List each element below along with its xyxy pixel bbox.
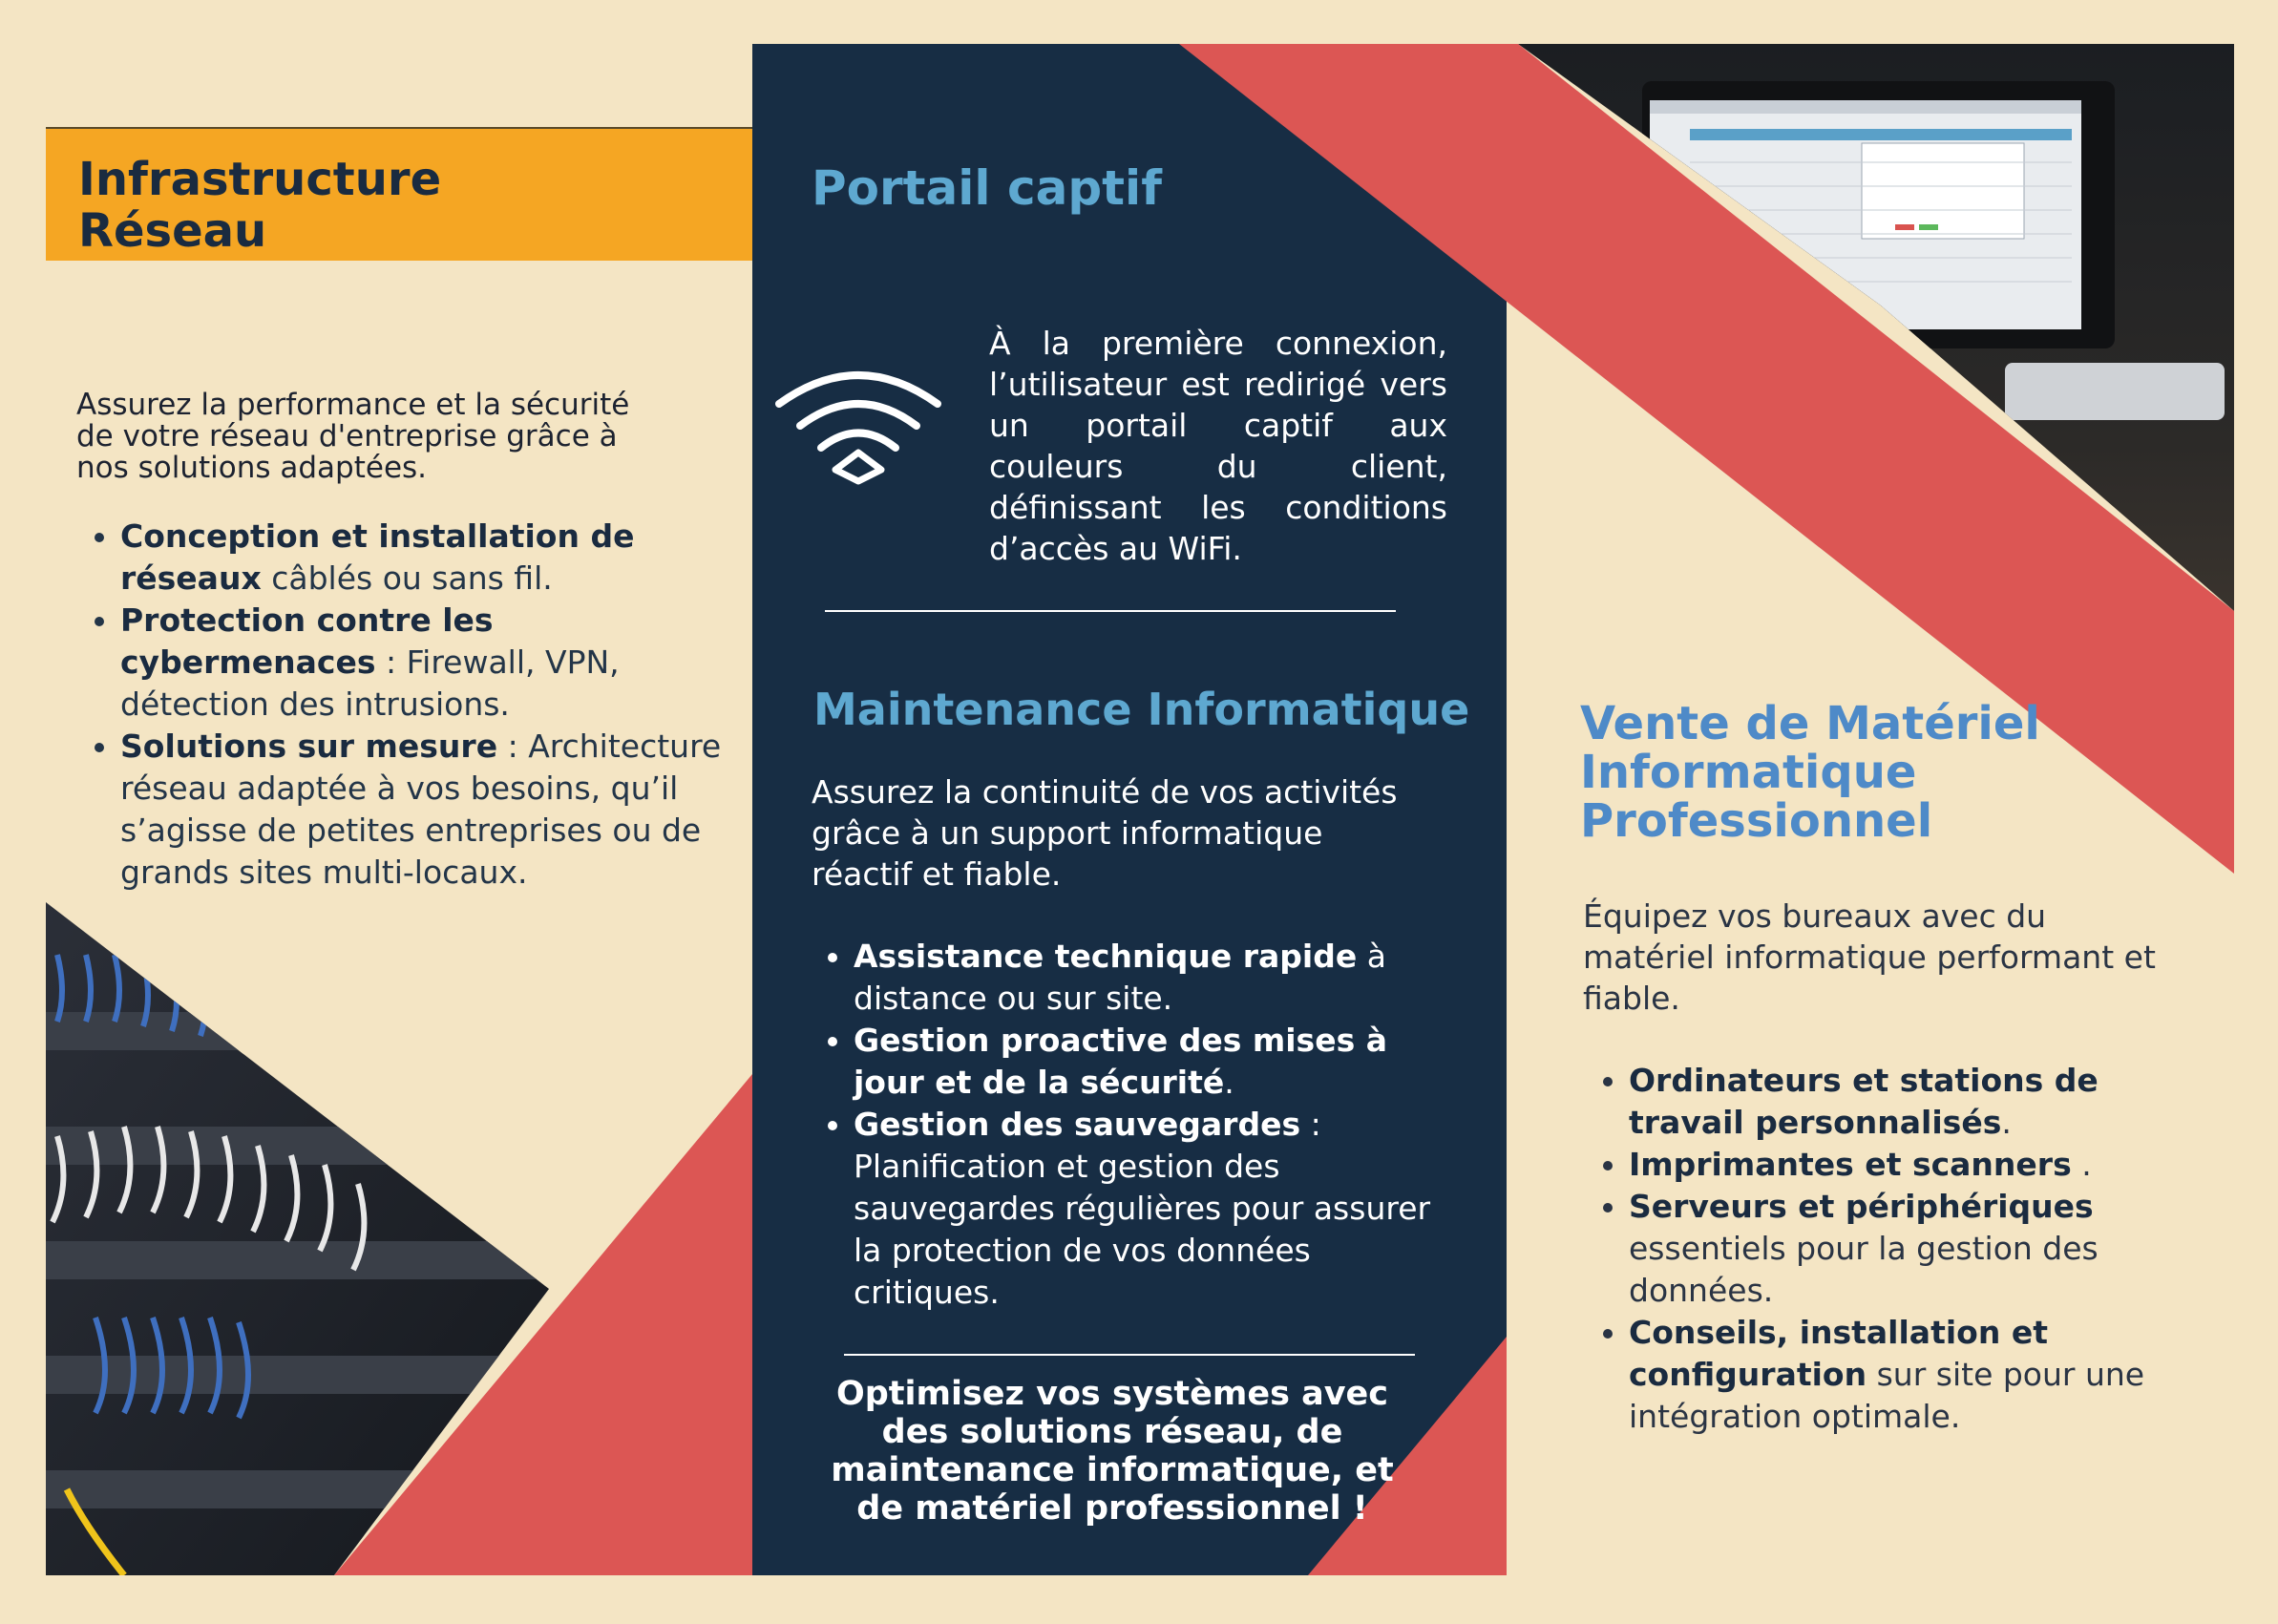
divider xyxy=(844,1354,1415,1356)
portal-title: Portail captif xyxy=(812,160,1162,216)
list-item: • Gestion proactive des mises à jour et de la sécurité. xyxy=(854,1020,1465,1104)
list-item: • Assistance technique rapide à distance ou sur site. xyxy=(854,936,1465,1020)
sales-title: Vente de Matériel Informatique Professionnel xyxy=(1580,697,2040,848)
infrastructure-title-box xyxy=(46,127,752,261)
list-item: • Serveurs et périphériques essentiels pour la gestion des données. xyxy=(1629,1186,2221,1312)
closing-statement: Optimisez vos systèmes avec des solutions réseau, de maintenance informatique, et de matériel professionnel ! xyxy=(831,1375,1394,1528)
list-item: • Gestion des sauvegardes : Planification et gestion des sauvegardes régulières pour assurer la protection de vos données critiques. xyxy=(854,1104,1465,1314)
divider xyxy=(825,610,1396,612)
maintenance-list xyxy=(810,936,1465,1314)
infrastructure-intro: Assurez la performance et la sécurité de votre réseau d'entreprise grâce à nos solutions adaptées. xyxy=(76,388,630,485)
maintenance-intro: Assurez la continuité de vos activités grâce à un support informatique réactif et fiable. xyxy=(812,773,1398,893)
list-item: • Ordinateurs et stations de travail personnalisés. xyxy=(1629,1060,2221,1144)
sales-intro: Équipez vos bureaux avec du matériel informatique performant et fiable. xyxy=(1583,897,2156,1017)
wifi-icon xyxy=(771,361,945,485)
list-item: • Protection contre les cybermenaces : Firewall, VPN, détection des intrusions. xyxy=(120,600,731,726)
list-item: • Conception et installation de réseaux câblés ou sans fil. xyxy=(120,516,731,600)
infrastructure-title: Infrastructure Réseau xyxy=(78,153,442,258)
list-item: • Conseils, installation et configuration sur site pour une intégration optimale. xyxy=(1629,1312,2221,1438)
list-item: • Solutions sur mesure : Architecture réseau adaptée à vos besoins, qu’il s’agisse de petites entreprises ou de grands sites multi-locaux. xyxy=(120,726,731,894)
sales-list xyxy=(1585,1060,2221,1438)
infrastructure-list xyxy=(76,516,731,894)
maintenance-title: Maintenance Informatique xyxy=(813,684,1470,735)
list-item: • Imprimantes et scanners . xyxy=(1629,1144,2221,1186)
portal-text: À la première connexion, l’utilisateur est redirigé vers un portail captif aux couleurs du client, définissant les conditions d’accès au WiFi. xyxy=(989,325,1447,567)
